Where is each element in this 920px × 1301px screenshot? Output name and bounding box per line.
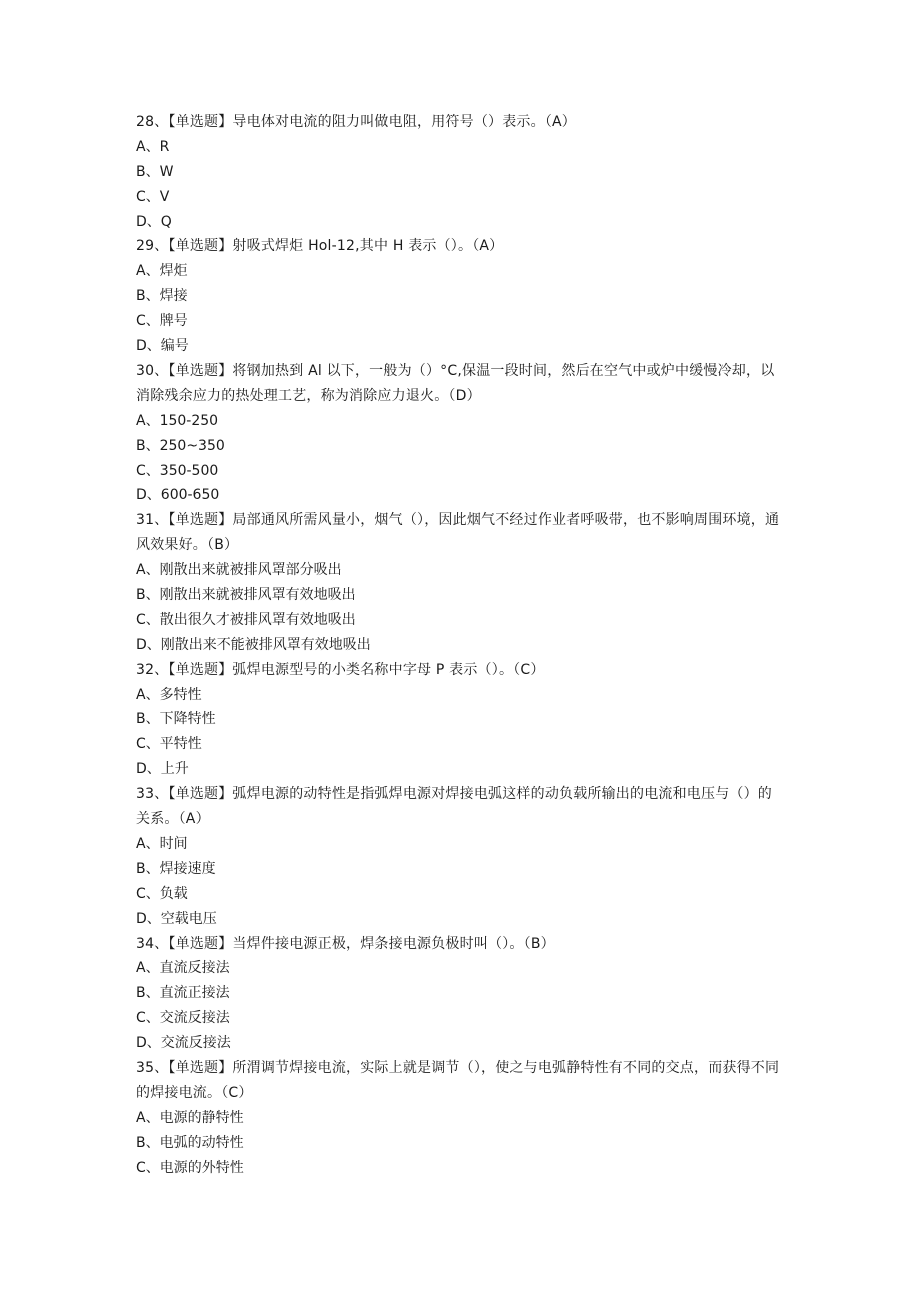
answer-option: [136, 409, 786, 434]
answer-option: [136, 683, 786, 708]
answer-option: [136, 459, 786, 484]
option-text: 刚散出来不能被排风罩有效地吸出: [160, 636, 371, 653]
option-letter: B、: [136, 711, 160, 728]
question-block: [136, 1056, 786, 1180]
answer-option: [136, 284, 786, 309]
question-block: [136, 359, 786, 508]
option-text: 直流正接法: [159, 985, 230, 1002]
answer-option: [136, 558, 786, 583]
option-text: V: [159, 188, 170, 205]
answer-option: [136, 434, 786, 459]
option-letter: C、: [136, 736, 160, 753]
option-letter: B、: [136, 437, 160, 454]
option-text: 牌号: [159, 313, 188, 330]
option-letter: A、: [136, 412, 160, 429]
option-text: 250~350: [159, 437, 225, 454]
option-letter: A、: [136, 960, 160, 977]
question-stem: 33、【单选题】弧焊电源的动特性是指弧焊电源对焊接电弧这样的动负载所输出的电流和电压与（）的关系。（A）: [136, 786, 773, 828]
option-text: 电源的静特性: [159, 1109, 244, 1126]
answer-option: [136, 1106, 786, 1131]
option-text: 焊炬: [159, 263, 188, 280]
answer-option: [136, 1006, 786, 1031]
option-letter: C、: [136, 885, 160, 902]
option-text: 时间: [159, 835, 188, 852]
option-letter: B、: [136, 288, 160, 305]
option-text: 150-250: [159, 412, 219, 429]
option-text: 负载: [159, 885, 188, 902]
option-text: 焊接速度: [159, 860, 216, 877]
option-text: 交流反接法: [159, 1010, 230, 1027]
option-letter: C、: [136, 611, 160, 628]
answer-option: [136, 259, 786, 284]
option-letter: A、: [136, 1109, 160, 1126]
answer-option: [136, 732, 786, 757]
answer-option: [136, 309, 786, 334]
answer-option: [136, 882, 786, 907]
option-letter: B、: [136, 587, 160, 604]
option-text: 350-500: [159, 462, 219, 479]
option-text: 刚散出来就被排风罩有效地吸出: [159, 587, 356, 604]
answer-option: [136, 483, 786, 508]
option-text: 交流反接法: [160, 1035, 231, 1052]
question-stem: 34、【单选题】当焊件接电源正极，焊条接电源负极时叫（）。（B）: [136, 935, 555, 952]
question-block: [136, 110, 786, 234]
answer-option: [136, 1156, 786, 1181]
answer-option: [136, 832, 786, 857]
option-text: 刚散出来就被排风罩部分吸出: [159, 562, 342, 579]
answer-option: [136, 956, 786, 981]
option-letter: C、: [136, 462, 160, 479]
answer-option: [136, 135, 786, 160]
option-text: Q: [160, 213, 172, 230]
question-stem: 31、【单选题】局部通风所需风量小，烟气（），因此烟气不经过作业者呼吸带，也不影响周围环境，通风效果好。（B）: [136, 512, 780, 554]
answer-option: [136, 608, 786, 633]
option-text: W: [159, 163, 174, 180]
question-stem: 35、【单选题】所渭调节焊接电流，实际上就是调节（），使之与电弧静特性有不同的交点，而获得不同的焊接电流。（C）: [136, 1060, 780, 1101]
answer-option: [136, 160, 786, 185]
option-text: 电弧的动特性: [159, 1134, 244, 1151]
option-text: 600-650: [160, 487, 220, 504]
question-stem: 32、【单选题】弧焊电源型号的小类名称中字母 P 表示（）。（C）: [136, 661, 545, 678]
option-letter: D、: [136, 213, 161, 230]
option-text: 焊接: [159, 288, 188, 305]
answer-option: [136, 185, 786, 210]
option-letter: B、: [136, 163, 160, 180]
option-letter: B、: [136, 860, 160, 877]
option-text: 空载电压: [160, 910, 217, 927]
answer-option: [136, 907, 786, 932]
option-letter: C、: [136, 1010, 160, 1027]
question-block: [136, 782, 786, 931]
option-text: R: [159, 138, 170, 155]
option-letter: D、: [136, 338, 161, 355]
option-text: 平特性: [159, 736, 202, 753]
question-stem: 28、【单选题】导电体对电流的阻力叫做电阻，用符号（）表示。（A）: [136, 114, 576, 130]
option-text: 编号: [160, 338, 189, 355]
answer-option: [136, 857, 786, 882]
option-letter: D、: [136, 487, 161, 504]
option-letter: B、: [136, 985, 160, 1002]
question-stem: 29、【单选题】射吸式焊炬 Hol-12,其中 H 表示（）。（A）: [136, 238, 504, 255]
option-letter: C、: [136, 1159, 160, 1176]
option-letter: C、: [136, 313, 160, 330]
option-letter: D、: [136, 761, 161, 778]
question-block: [136, 508, 786, 657]
answer-option: [136, 981, 786, 1006]
question-block: [136, 234, 786, 358]
question-list: [136, 110, 786, 1180]
option-letter: B、: [136, 1134, 160, 1151]
option-text: 散出很久才被排风罩有效地吸出: [159, 611, 356, 628]
option-text: 下降特性: [159, 711, 216, 728]
option-letter: A、: [136, 686, 160, 703]
option-text: 直流反接法: [159, 960, 230, 977]
option-text: 上升: [160, 761, 189, 778]
option-letter: A、: [136, 138, 160, 155]
question-block: [136, 932, 786, 1056]
question-block: [136, 658, 786, 782]
option-letter: A、: [136, 562, 160, 579]
option-letter: D、: [136, 910, 161, 927]
question-stem: 30、【单选题】将钢加热到 Al 以下，一般为（）°C,保温一段时间，然后在空气中或炉中缓慢冷却，以消除残余应力的热处理工艺，称为消除应力退火。（D）: [136, 362, 775, 404]
option-text: 多特性: [159, 686, 202, 703]
answer-option: [136, 1031, 786, 1056]
answer-option: [136, 707, 786, 732]
answer-option: [136, 633, 786, 658]
answer-option: [136, 1131, 786, 1156]
option-letter: C、: [136, 188, 160, 205]
option-letter: D、: [136, 1035, 161, 1052]
answer-option: [136, 334, 786, 359]
option-letter: A、: [136, 263, 160, 280]
option-text: 电源的外特性: [159, 1159, 244, 1176]
answer-option: [136, 757, 786, 782]
answer-option: [136, 210, 786, 235]
option-letter: D、: [136, 636, 161, 653]
option-letter: A、: [136, 835, 160, 852]
answer-option: [136, 583, 786, 608]
